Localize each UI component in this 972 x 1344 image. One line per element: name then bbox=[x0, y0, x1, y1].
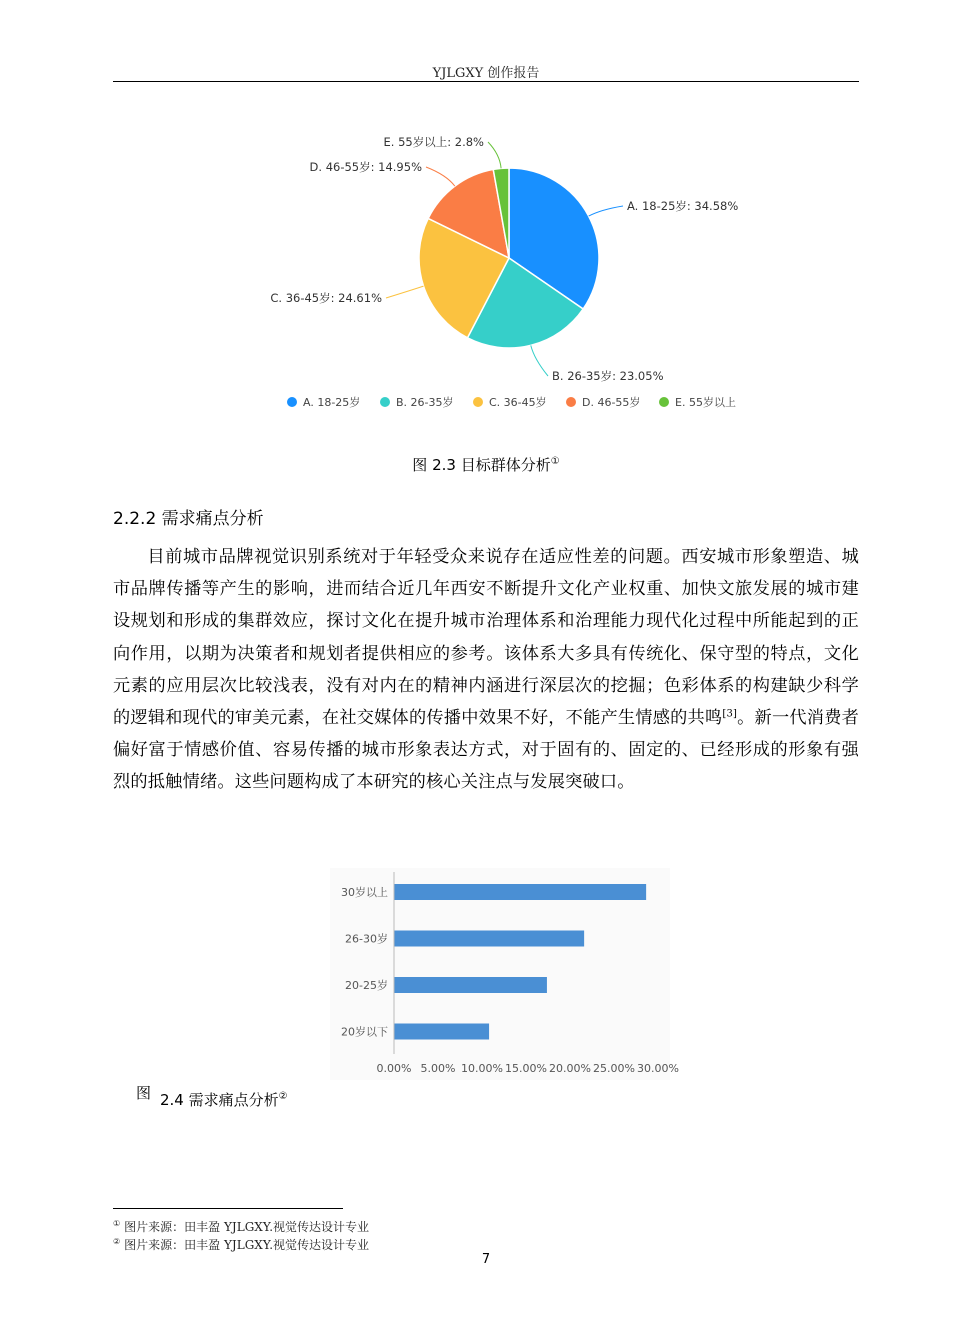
footnote-2-text: 图片来源：田丰盈 YJLGXY.视觉传达设计专业 bbox=[124, 1238, 370, 1252]
figure-2-3-caption-label: 图 bbox=[412, 456, 428, 474]
footnote-1-mark: ① bbox=[113, 1219, 121, 1228]
legend-label: E. 55岁以上 bbox=[675, 396, 736, 409]
legend-label: D. 46-55岁 bbox=[582, 396, 641, 409]
legend-marker bbox=[659, 397, 669, 407]
section-heading: 2.2.2 需求痛点分析 bbox=[113, 509, 264, 529]
x-tick-label: 5.00% bbox=[420, 1062, 456, 1075]
x-tick-label: 10.00% bbox=[461, 1062, 503, 1075]
pie-leader-line bbox=[488, 142, 501, 168]
header-rule bbox=[113, 81, 859, 82]
bar bbox=[394, 977, 547, 993]
pie-data-label: B. 26-35岁: 23.05% bbox=[552, 369, 664, 383]
bar bbox=[394, 1024, 489, 1040]
footnote-1-text: 图片来源：田丰盈 YJLGXY.视觉传达设计专业 bbox=[124, 1220, 370, 1234]
page-number: 7 bbox=[481, 1252, 491, 1267]
paragraph-text-before-ref: 目前城市品牌视觉识别系统对于年轻受众来说存在适应性差的问题。西安城市形象塑造、城市品牌传播等产生的影响，进而结合近几年西安不断提升文化产业权重、加快文旅发展的城市建设规划和形成的集群效应，探讨文化在提升城市治理体系和治理能力现代化过程中所能起到的正向作用，以期为决策者和规划者提供相应的参考。该体系大多具有传统化、保守型的特点，文化元素的应用层次比较浅表，没有对内在的精神内涵进行深层次的挖掘；色彩体系的构建缺少科学的逻辑和现代的审美元素，在社交媒体的传播中效果不好，不能产生情感的共鸣 bbox=[113, 547, 859, 729]
bar-chart-svg bbox=[330, 868, 679, 1080]
pie-leader-line bbox=[426, 167, 455, 186]
pie-data-label: C. 36-45岁: 24.61% bbox=[270, 291, 382, 305]
legend-label: B. 26-35岁 bbox=[396, 396, 454, 409]
footnote-2-mark: ② bbox=[113, 1237, 121, 1246]
pie-leader-line bbox=[589, 206, 623, 216]
bar bbox=[394, 884, 646, 900]
legend-label: C. 36-45岁 bbox=[489, 396, 547, 409]
x-tick-label: 20.00% bbox=[549, 1062, 591, 1075]
figure-2-4-caption bbox=[160, 1089, 288, 1110]
legend-marker bbox=[473, 397, 483, 407]
x-tick-label: 15.00% bbox=[505, 1062, 547, 1075]
figure-2-3-caption-text: 2.3 目标群体分析 bbox=[432, 456, 551, 474]
running-header: YJLGXY 创作报告 bbox=[432, 66, 540, 81]
figure-2-3-footnote-mark: ① bbox=[550, 456, 560, 467]
pie-leader-line bbox=[386, 286, 424, 298]
x-tick-label: 0.00% bbox=[376, 1062, 412, 1075]
bar-category-label: 30岁以上 bbox=[341, 886, 388, 899]
bar-category-label: 20岁以下 bbox=[341, 1025, 388, 1039]
legend-marker bbox=[380, 397, 390, 407]
body-paragraph bbox=[113, 541, 859, 799]
x-tick-label: 25.00% bbox=[593, 1062, 635, 1075]
bar-chart bbox=[330, 868, 679, 1080]
figure-2-4-footnote-mark: ② bbox=[278, 1091, 288, 1102]
footnote-rule bbox=[113, 1208, 343, 1209]
pie-chart bbox=[262, 120, 762, 420]
pie-data-label: D. 46-55岁: 14.95% bbox=[309, 160, 422, 174]
pie-data-label: A. 18-25岁: 34.58% bbox=[627, 199, 739, 213]
footnote-2 bbox=[113, 1236, 369, 1253]
bar-category-label: 20-25岁 bbox=[345, 979, 388, 992]
paragraph-text-after-ref: 。新一代消费者偏好富于情感价值、容易传播的城市形象表达方式，对于固有的、固定的、已经形成的形象有强烈的抵触情绪。这些问题构成了本研究的核心关注点与发展突破口。 bbox=[113, 708, 859, 793]
citation-ref: [3] bbox=[722, 708, 738, 720]
figure-2-3-caption bbox=[0, 454, 972, 475]
bar-category-label: 26-30岁 bbox=[345, 932, 388, 946]
x-tick-label: 30.00% bbox=[637, 1062, 679, 1075]
legend-marker bbox=[287, 397, 297, 407]
legend-label: A. 18-25岁 bbox=[303, 396, 361, 409]
legend-marker bbox=[566, 397, 576, 407]
figure-2-4-caption-text: 2.4 需求痛点分析 bbox=[160, 1091, 279, 1109]
pie-leader-line bbox=[531, 345, 548, 376]
bar bbox=[394, 931, 584, 947]
footnote-1 bbox=[113, 1218, 369, 1235]
pie-chart-svg bbox=[262, 120, 762, 420]
pie-data-label: E. 55岁以上: 2.8% bbox=[383, 135, 484, 149]
figure-2-4-caption-label: 图 bbox=[136, 1084, 152, 1102]
